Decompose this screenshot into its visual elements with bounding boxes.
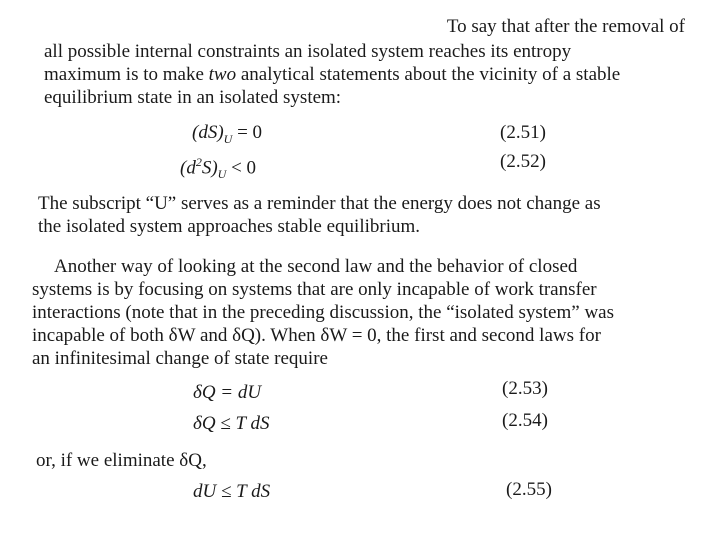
para1-line4: equilibrium state in an isolated system: (44, 87, 342, 108)
para1-line3: maximum is to make two analytical statements about the vicinity of a stable (44, 64, 621, 85)
equation-number-2-53: (2.53) (502, 378, 548, 399)
para2-line2: the isolated system approaches stable equilibrium. (38, 216, 421, 237)
equation-number-2-54: (2.54) (502, 410, 548, 431)
para1-line2: all possible internal constraints an isolated system reaches its entropy (44, 41, 572, 62)
equation-2-54: δQ ≤ T dS (193, 413, 270, 434)
equation-number-2-55: (2.55) (506, 479, 552, 500)
para3-line3: interactions (note that in the preceding discussion, the “isolated system” was (32, 302, 614, 323)
equation-2-53: δQ = dU (193, 382, 262, 403)
equation-2-52: $(d^2S)_U < 0$ (180, 155, 257, 182)
para2-line1: The subscript “U” serves as a reminder that the energy does not change as (38, 193, 601, 214)
equation-2-51: $(dS)_U = 0$ (192, 122, 263, 146)
para3-line4: incapable of both δW and δQ). When δW = 0, the first and second laws for (32, 325, 601, 346)
para3-line2: systems is by focusing on systems that are only incapable of work transfer (32, 279, 597, 300)
para1-line1: To say that after the removal of (446, 16, 685, 37)
equation-2-55: dU ≤ T dS (193, 481, 271, 502)
para4-text: or, if we eliminate δQ, (36, 450, 207, 471)
para3-line5: an infinitesimal change of state require (32, 348, 328, 369)
para3-line1: Another way of looking at the second law and the behavior of closed (54, 256, 578, 277)
equation-number-2-51: (2.51) (500, 122, 546, 143)
equation-number-2-52: (2.52) (500, 151, 546, 172)
